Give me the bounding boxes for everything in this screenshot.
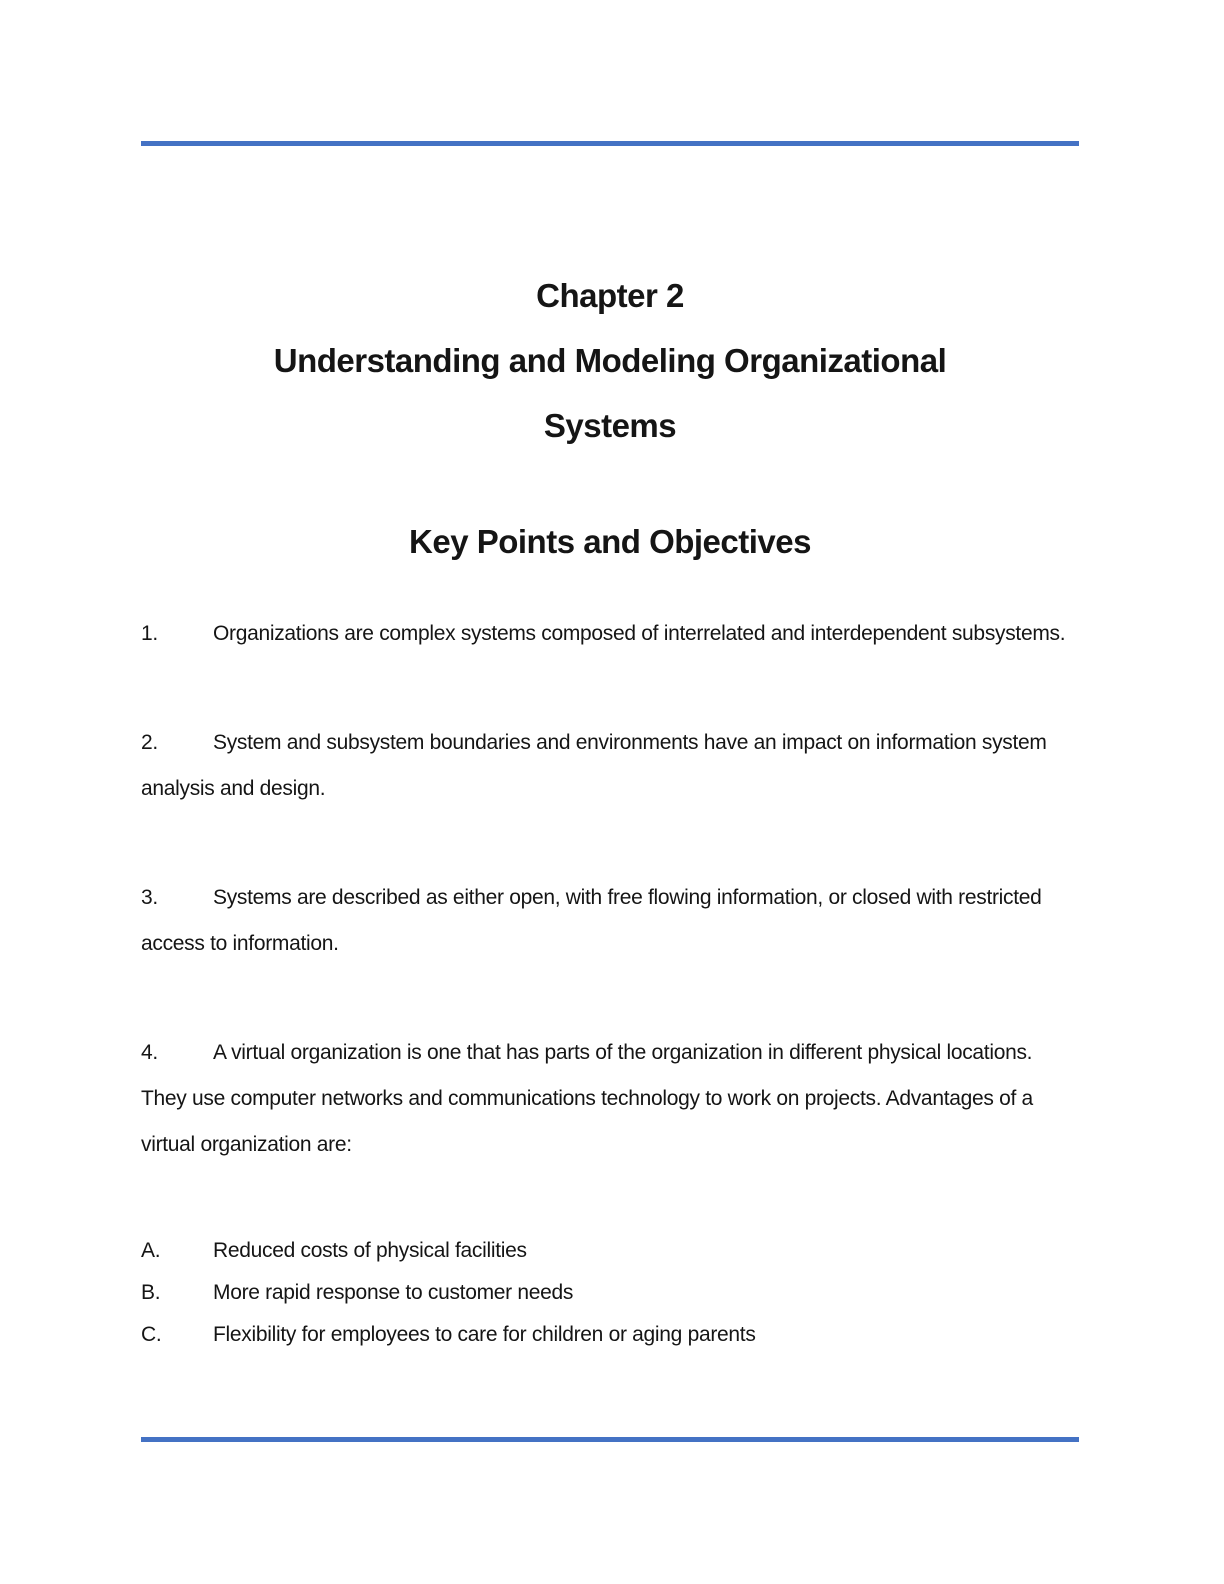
key-point-2-text: System and subsystem boundaries and environments have an impact on information system analysis and design. [141,731,1047,800]
advantages-list [141,1230,1079,1356]
key-point-4-number: 4. [141,1041,158,1064]
chapter-name-line-1: Understanding and Modeling Organizational [273,342,947,379]
advantage-c-letter: C. [141,1323,162,1346]
advantage-a [141,1230,1079,1272]
advantage-a-text: Reduced costs of physical facilities [213,1239,527,1262]
key-point-4-text: A virtual organization is one that has parts of the organization in different physical locations. They use computer networks and communications technology to work on projects. Advantages of a virtual organization are: [141,1041,1033,1156]
advantage-c-text: Flexibility for employees to care for children or aging parents [213,1323,756,1346]
key-point-4 [141,1030,1079,1168]
section-heading: Key Points and Objectives [409,523,811,560]
advantage-a-letter: A. [141,1239,161,1262]
key-point-1 [141,611,1079,657]
advantage-b-letter: B. [141,1281,161,1304]
chapter-number-line: Chapter 2 [536,277,684,314]
advantage-c [141,1314,1079,1356]
chapter-title [141,0,1079,458]
chapter-name-line-2: Systems [543,407,677,444]
header-rule [141,141,1079,146]
key-point-1-text: Organizations are complex systems composed of interrelated and interdependent subsystems. [213,622,1066,645]
key-point-1-number: 1. [141,622,158,645]
key-point-3 [141,875,1079,967]
key-point-3-number: 3. [141,886,158,909]
key-point-3-text: Systems are described as either open, with free flowing information, or closed with restricted access to information. [141,886,1042,955]
key-point-2 [141,720,1079,812]
advantage-b [141,1272,1079,1314]
footer-rule [141,1437,1079,1442]
page-content [141,0,1079,1356]
key-point-2-number: 2. [141,731,158,754]
advantage-b-text: More rapid response to customer needs [213,1281,574,1304]
